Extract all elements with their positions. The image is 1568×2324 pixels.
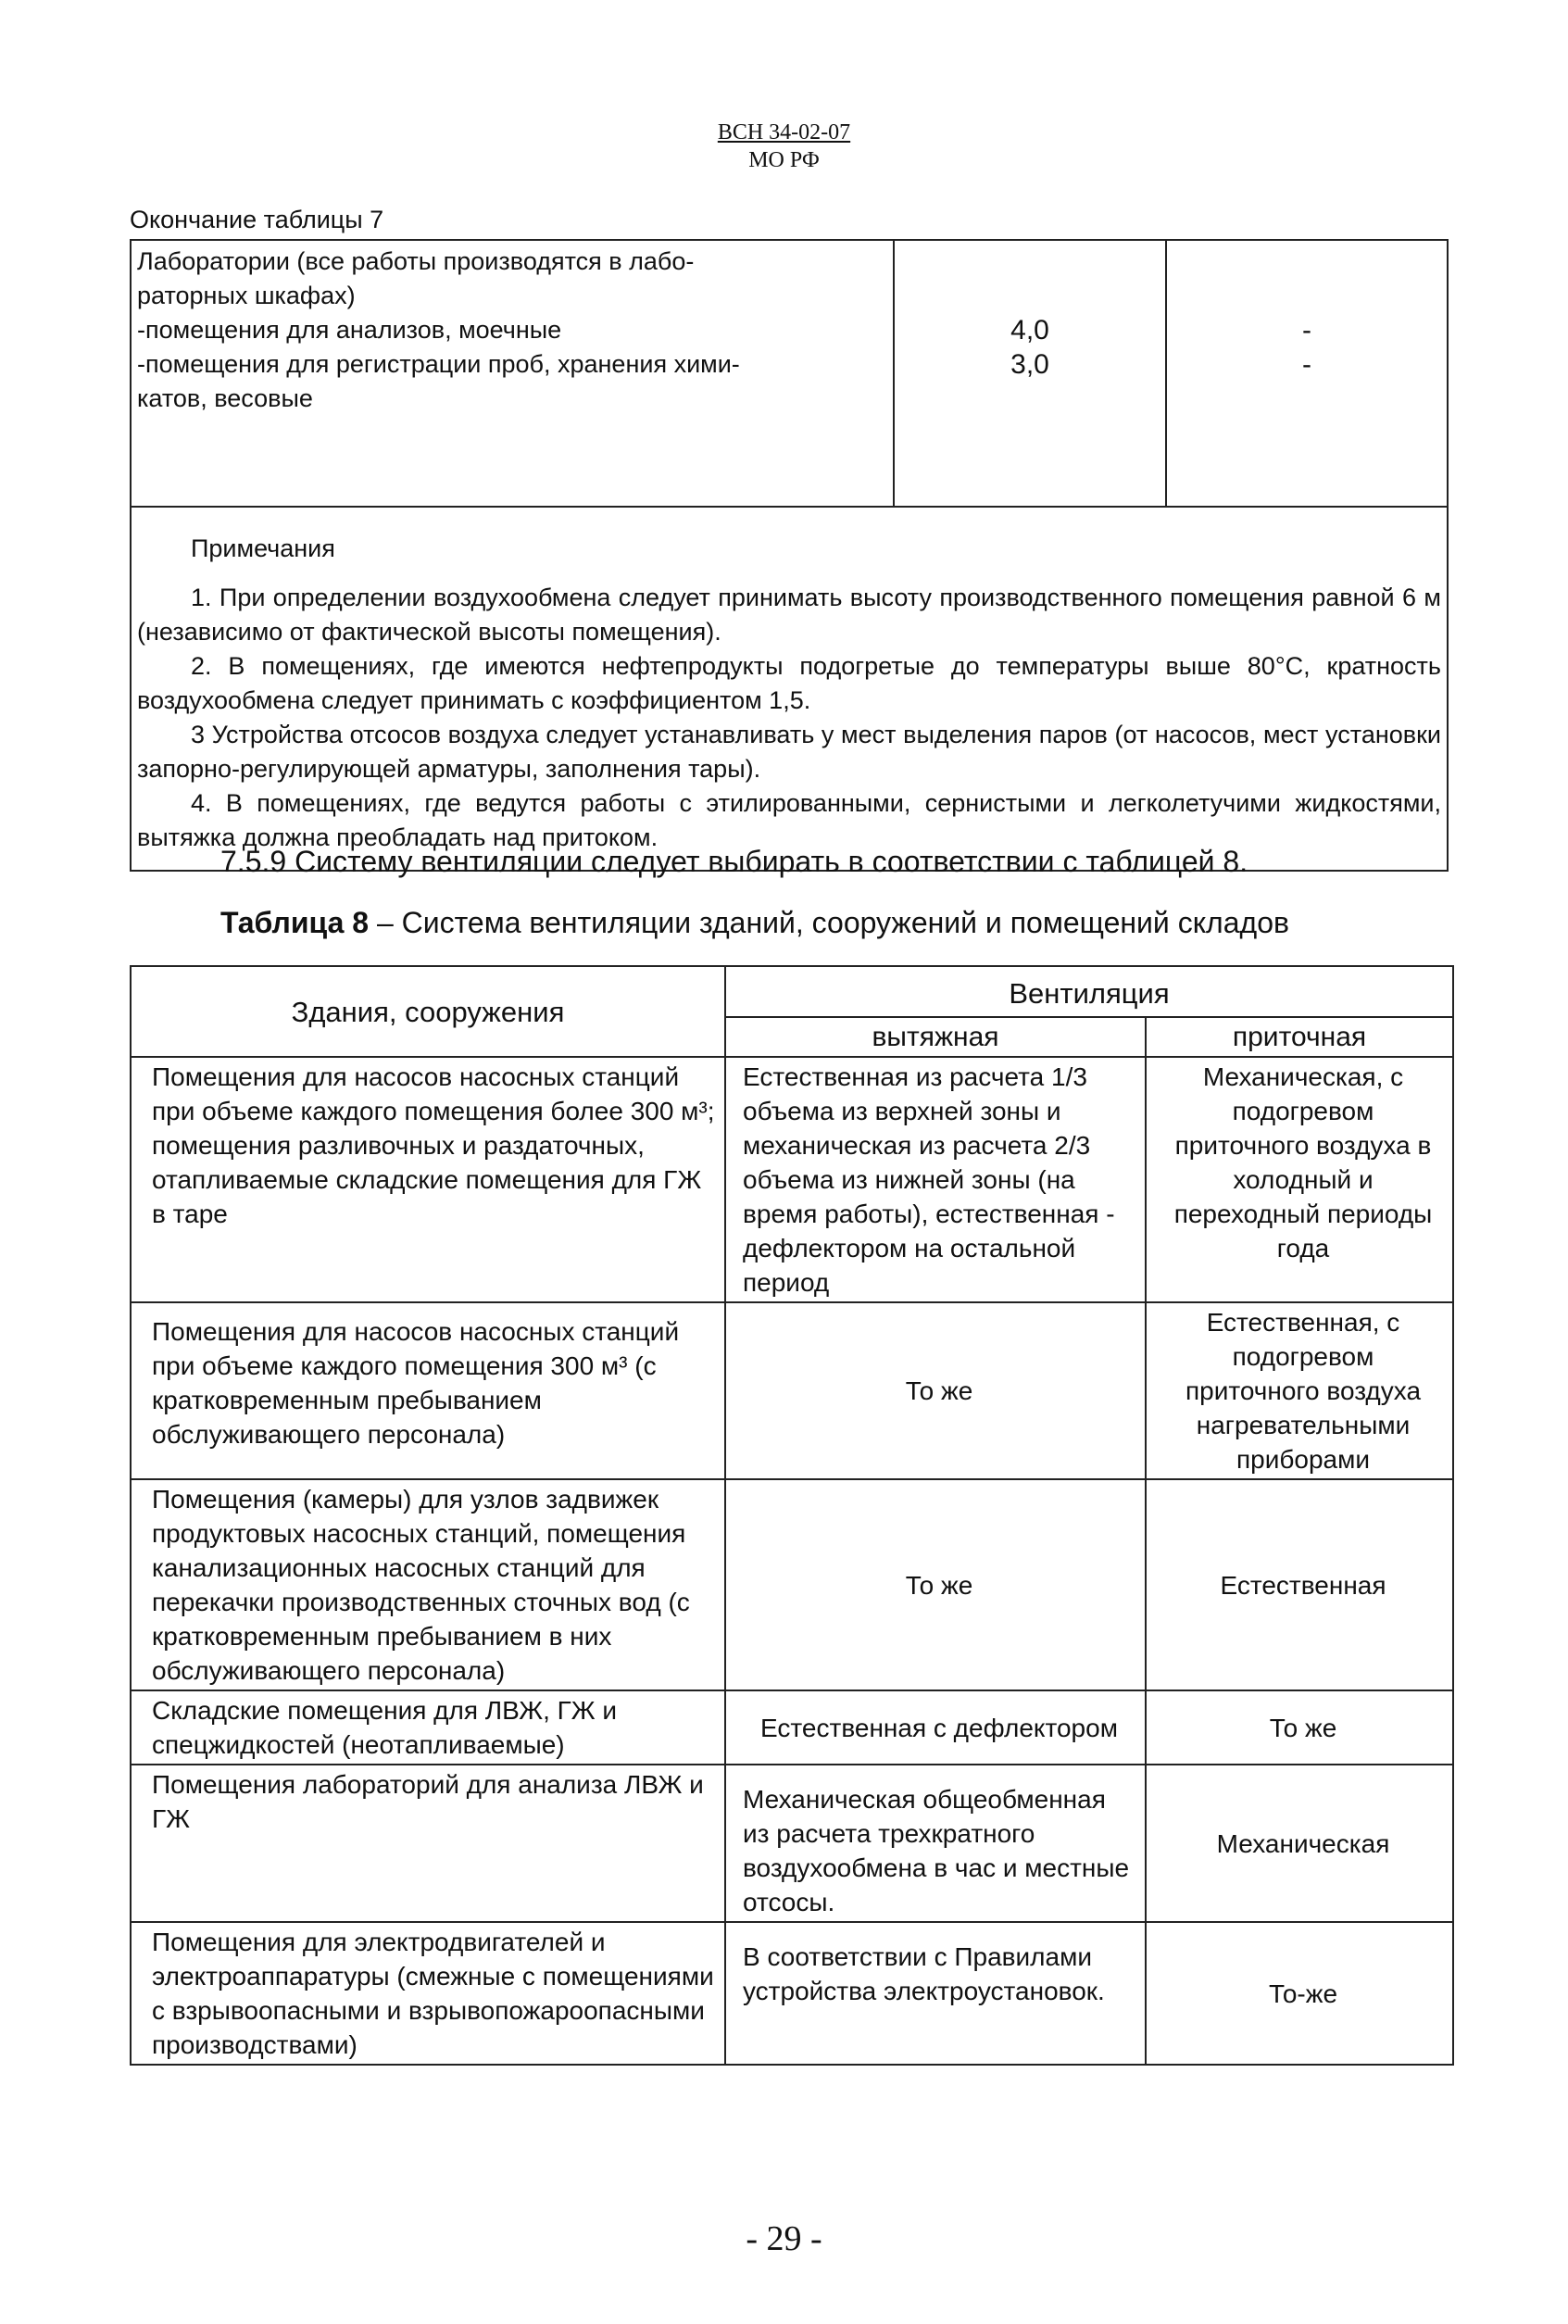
- cell-exhaust: То же: [725, 1479, 1146, 1690]
- table-row: [131, 1302, 1453, 1479]
- table7-cell-room: Лаборатории (все работы производятся в лабо- раторных шкафах) -помещения для анализов, моечные -помещения для регистрации проб, хранения хими- катов, весовые: [131, 240, 894, 507]
- paragraph-7-5-9: 7.5.9 Систему вентиляции следует выбирать в соответствии с таблицей 8.: [220, 845, 1248, 878]
- table-row: [131, 1057, 1453, 1302]
- cell-exhaust: Естественная с дефлектором: [725, 1690, 1146, 1765]
- note-4: 4. В помещениях, где ведутся работы с этилированными, сернистыми и легколетучими жидкостями, вытяжка должна преобладать над притоком.: [137, 789, 1441, 851]
- table-8-caption: [220, 906, 1289, 940]
- cell-building: Помещения лабораторий для анализа ЛВЖ и ГЖ: [131, 1765, 725, 1922]
- table7-cell-rate: 4,0 3,0: [894, 240, 1166, 507]
- header-buildings: Здания, сооружения: [131, 966, 725, 1057]
- cell-building: Помещения для электродвигателей и электроаппаратуры (смежные с помещениями с взрывоопасными и взрывопожароопасными производствами): [131, 1922, 725, 2065]
- notes-title: Примечания: [191, 534, 335, 562]
- cell-exhaust: Механическая общеобменная из расчета трехкратного воздухообмена в час и местные отсосы.: [725, 1765, 1146, 1922]
- table-row: [131, 1690, 1453, 1765]
- table-8: [130, 965, 1454, 2066]
- document-header: [0, 119, 1568, 174]
- document-code: ВСН 34-02-07: [717, 120, 851, 144]
- cell-exhaust: В соответствии с Правилами устройства электроустановок.: [725, 1922, 1146, 2065]
- cell-supply: Естественная: [1146, 1479, 1453, 1690]
- caption-text: – Система вентиляции зданий, сооружений и помещений складов: [369, 906, 1289, 939]
- cell-building: Помещения (камеры) для узлов задвижек продуктовых насосных станций, помещения канализационных насосных станций для перекачки производственных сточных вод (с кратковременным пребыванием в них обслуживающего персонала): [131, 1479, 725, 1690]
- continuation-label: Окончание таблицы 7: [130, 206, 384, 233]
- header-supply: приточная: [1146, 1017, 1453, 1057]
- note-3: 3 Устройства отсосов воздуха следует устанавливать у мест выделения паров (от насосов, мест установки запорно-регулирующей арматуры, заполнения тары).: [137, 721, 1441, 783]
- cell-exhaust: То же: [725, 1302, 1146, 1479]
- page-number: - 29 -: [746, 2219, 822, 2258]
- table7-cell-extra: - -: [1166, 240, 1448, 507]
- caption-label: Таблица 8: [220, 906, 370, 939]
- table-row: [131, 1922, 1453, 2065]
- table-row: [131, 1765, 1453, 1922]
- note-2: 2. В помещениях, где имеются нефтепродукты подогретые до температуры выше 80°С, кратность воздухообмена следует принимать с коэффициентом 1,5.: [137, 652, 1441, 714]
- header-ventilation: Вентиляция: [725, 966, 1453, 1017]
- table-7-continuation: [130, 239, 1449, 872]
- cell-supply: Механическая, с подогревом приточного воздуха в холодный и переходный периоды года: [1146, 1057, 1453, 1302]
- note-1: 1. При определении воздухообмена следует принимать высоту производственного помещения равной 6 м (независимо от фактической высоты помещения).: [137, 584, 1441, 646]
- table-row: [131, 240, 1448, 507]
- table-row: [131, 507, 1448, 871]
- cell-building: Помещения для насосов насосных станций при объеме каждого помещения 300 м³ (с кратковременным пребыванием обслуживающего персонала): [131, 1302, 725, 1479]
- cell-supply: То-же: [1146, 1922, 1453, 2065]
- header-exhaust: вытяжная: [725, 1017, 1146, 1057]
- table7-notes: [131, 507, 1448, 871]
- table-header-row: [131, 966, 1453, 1017]
- cell-supply: Естественная, с подогревом приточного воздуха нагревательными приборами: [1146, 1302, 1453, 1479]
- cell-building: Помещения для насосов насосных станций при объеме каждого помещения более 300 м³; помещения разливочных и раздаточных, отапливаемые складские помещения для ГЖ в таре: [131, 1057, 725, 1302]
- cell-supply: То же: [1146, 1690, 1453, 1765]
- document-org: МО РФ: [748, 148, 820, 172]
- cell-exhaust: Естественная из расчета 1/3 объема из верхней зоны и механическая из расчета 2/3 объема из нижней зоны (на время работы), естественная - дефлектором на остальной период: [725, 1057, 1146, 1302]
- cell-supply: Механическая: [1146, 1765, 1453, 1922]
- table-row: [131, 1479, 1453, 1690]
- cell-building: Складские помещения для ЛВЖ, ГЖ и спецжидкостей (неотапливаемые): [131, 1690, 725, 1765]
